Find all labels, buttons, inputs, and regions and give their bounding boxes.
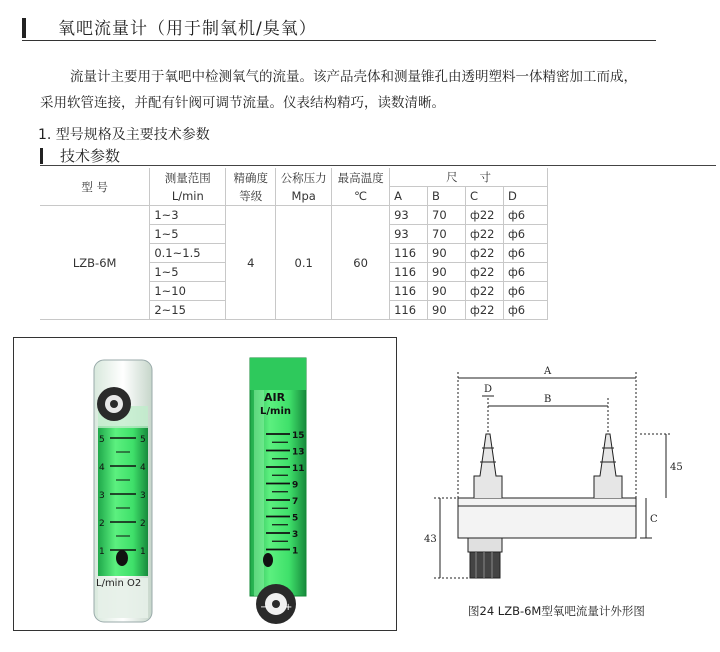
- scale-label-left: 3: [99, 491, 105, 501]
- cell-accuracy: 4: [226, 206, 276, 320]
- cell-c: ф22: [465, 301, 503, 320]
- cell-range: 2~15: [150, 301, 226, 320]
- scale-label-left: 1: [99, 547, 105, 557]
- dimension-a-label: A: [544, 366, 552, 377]
- scale-label-right: 5: [140, 435, 146, 445]
- cell-c: ф22: [465, 263, 503, 282]
- knob-plus-sign: +: [284, 602, 293, 613]
- cell-range: 1~10: [150, 282, 226, 301]
- header-range: [150, 168, 226, 206]
- cell-range: 1~5: [150, 263, 226, 282]
- scale-label: 1: [292, 546, 299, 557]
- cell-a: 116: [390, 263, 428, 282]
- scale-label-left: 5: [99, 435, 105, 445]
- square-meter-label-air: AIR: [264, 391, 286, 404]
- scale-label-right: 1: [140, 547, 146, 557]
- header-dim-a: A: [390, 187, 428, 206]
- round-meter-unit: L/min O2: [96, 578, 142, 589]
- cell-temp: 60: [332, 206, 390, 320]
- flowmeter-illustration: [14, 338, 396, 630]
- product-photo: [13, 337, 397, 631]
- dimension-d-label: D: [484, 384, 493, 395]
- cell-a: 116: [390, 244, 428, 263]
- header-temp-unit: ℃: [354, 188, 368, 203]
- header-pressure-unit: Mpa: [291, 188, 316, 203]
- cell-a: 116: [390, 282, 428, 301]
- dimension-45-label: 45: [670, 462, 683, 473]
- cell-d: ф6: [503, 263, 547, 282]
- float-ball: [116, 550, 128, 566]
- scale-label-right: 4: [140, 463, 146, 473]
- cell-b: 90: [428, 282, 466, 301]
- square-meter-label-unit: L/min: [260, 406, 291, 417]
- section-marker: [40, 148, 43, 164]
- header-range-unit: L/min: [171, 188, 204, 203]
- spec-table: [40, 168, 548, 320]
- header-pressure-label: 公称压力: [280, 170, 327, 185]
- cell-pressure: 0.1: [276, 206, 332, 320]
- cell-range: 0.1~1.5: [150, 244, 226, 263]
- scale-label-right: 2: [140, 519, 146, 529]
- table-header-row: [40, 168, 548, 187]
- header-dim-d: D: [503, 187, 547, 206]
- cell-b: 90: [428, 263, 466, 282]
- cell-a: 93: [390, 206, 428, 225]
- cell-b: 90: [428, 244, 466, 263]
- cell-d: ф6: [503, 206, 547, 225]
- cell-d: ф6: [503, 282, 547, 301]
- title-marker: [22, 18, 26, 38]
- scale-label-right: 3: [140, 491, 146, 501]
- cell-d: ф6: [503, 244, 547, 263]
- header-accuracy-label: 精确度: [233, 170, 268, 185]
- knob-minus-sign: −: [260, 602, 269, 613]
- header-temp-label: 最高温度: [337, 170, 384, 185]
- dimension-43-label: 43: [424, 534, 437, 545]
- outline-drawing: [410, 358, 710, 598]
- scale-label: 3: [292, 530, 299, 540]
- cell-b: 70: [428, 206, 466, 225]
- cell-range: 1~3: [150, 206, 226, 225]
- cell-range: 1~5: [150, 225, 226, 244]
- cell-a: 116: [390, 301, 428, 320]
- section-divider: [40, 165, 716, 166]
- cell-d: ф6: [503, 301, 547, 320]
- header-range-label: 测量范围: [164, 170, 211, 185]
- scale-label: 11: [292, 464, 305, 474]
- table-row: [40, 206, 548, 225]
- section-heading-specs: 1. 型号规格及主要技术参数: [38, 127, 210, 143]
- cell-b: 90: [428, 301, 466, 320]
- dimension-c-label: C: [650, 514, 658, 525]
- title-divider: [22, 40, 656, 41]
- scale-label: 13: [292, 447, 305, 458]
- section-heading-params: 技术参数: [60, 147, 121, 165]
- header-model: 型 号: [40, 168, 150, 206]
- header-dim-b: B: [428, 187, 466, 206]
- cell-b: 70: [428, 225, 466, 244]
- scale-label-left: 4: [99, 463, 105, 473]
- cell-c: ф22: [465, 206, 503, 225]
- intro-line-1: 流量计主要用于氧吧中检测氧气的流量。该产品壳体和测量锥孔由透明塑料一体精密加工而成，: [70, 69, 637, 85]
- scale-label: 5: [292, 513, 299, 524]
- scale-label: 9: [292, 480, 299, 491]
- header-dim-c: C: [465, 187, 503, 206]
- cell-model: LZB-6M: [40, 206, 150, 320]
- intro-line-2: 采用软管连接，并配有针阀可调节流量。仪表结构精巧，读数清晰。: [40, 95, 445, 111]
- dimension-b-label: B: [544, 394, 552, 405]
- float-ball: [263, 553, 273, 567]
- cell-c: ф22: [465, 244, 503, 263]
- figure-caption: 图24 LZB-6M型氧吧流量计外形图: [468, 604, 645, 618]
- cell-c: ф22: [465, 282, 503, 301]
- cell-a: 93: [390, 225, 428, 244]
- scale-label: 7: [292, 497, 299, 507]
- cell-c: ф22: [465, 225, 503, 244]
- cell-d: ф6: [503, 225, 547, 244]
- scale-label: 15: [292, 431, 305, 441]
- page-title: 氧吧流量计（用于制氧机/臭氧）: [58, 19, 317, 39]
- header-dims: 尺 寸: [390, 168, 548, 187]
- header-accuracy-unit: 等级: [239, 188, 263, 203]
- header-accuracy: [226, 168, 276, 206]
- header-pressure: [276, 168, 332, 206]
- header-temp: [332, 168, 390, 206]
- scale-label-left: 2: [99, 519, 105, 529]
